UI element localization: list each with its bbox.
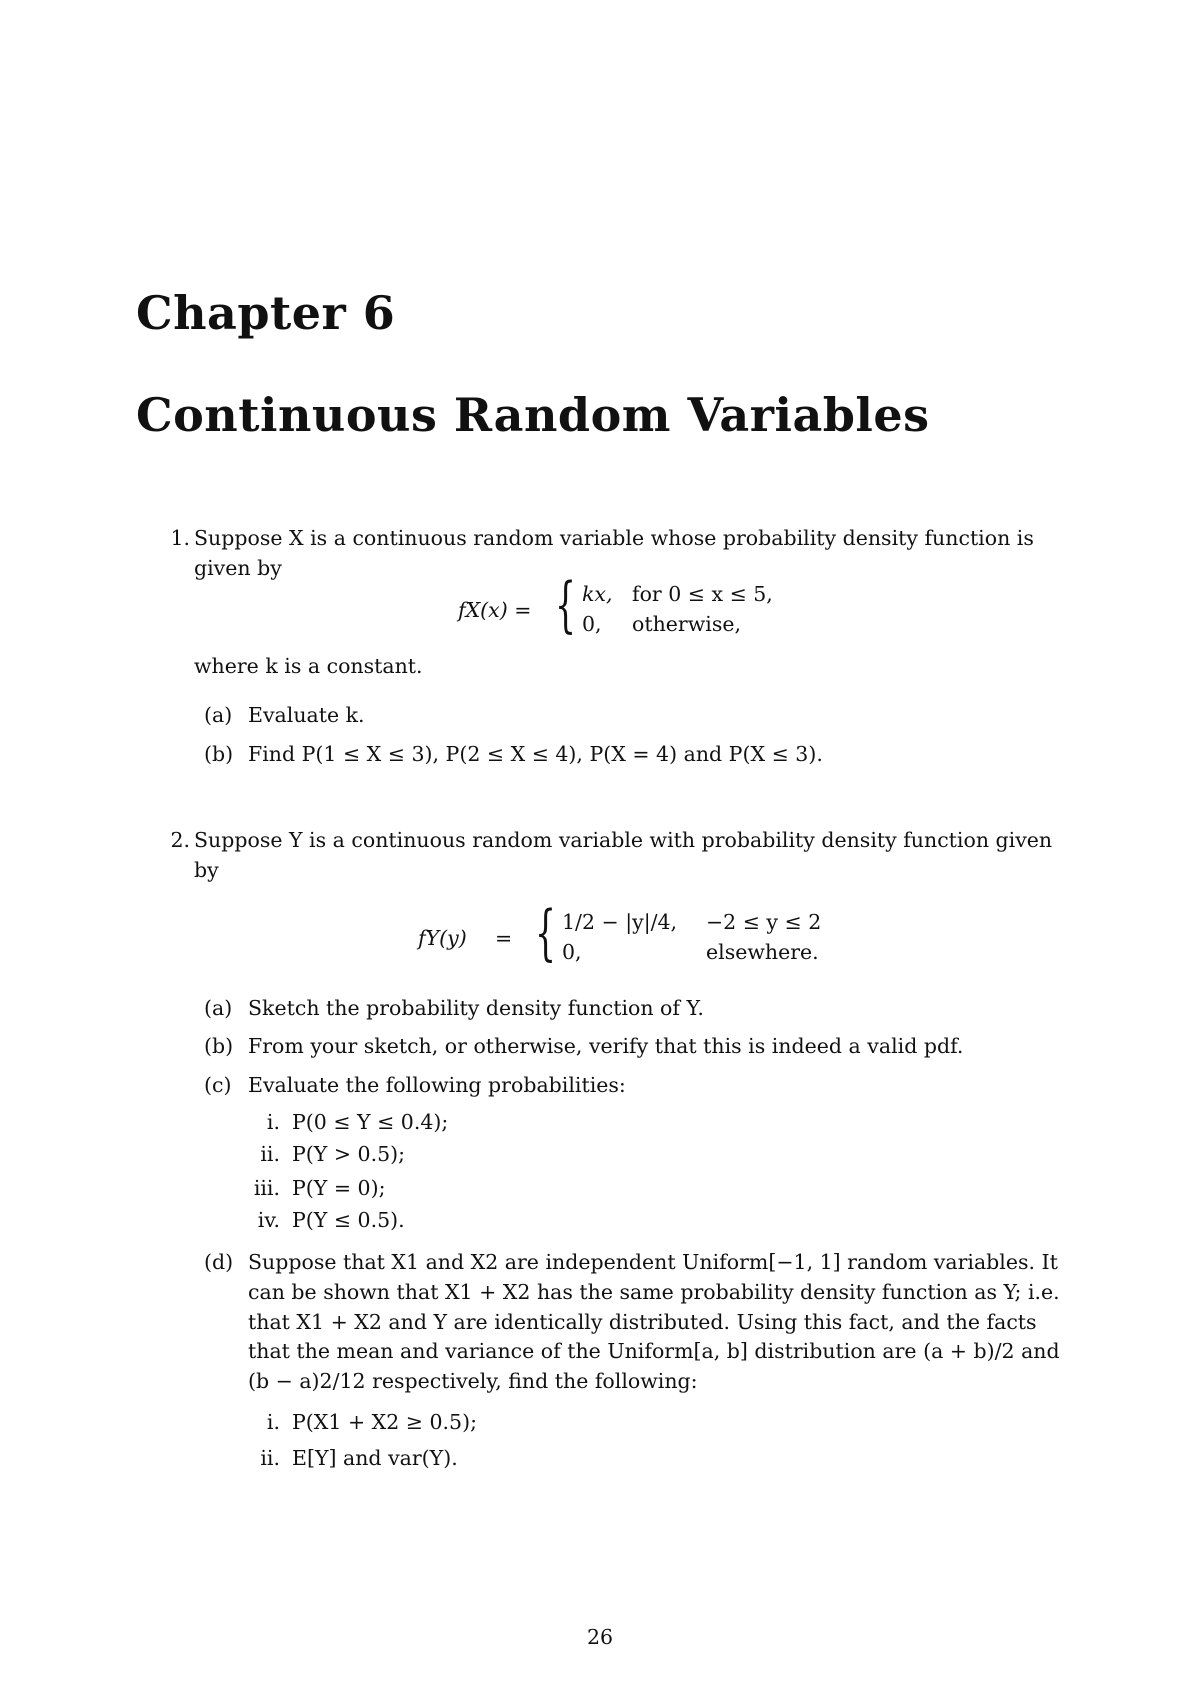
q1-part-a-text: Evaluate k.	[248, 703, 365, 727]
q2-c-item-iv-label: iv.	[257, 1208, 280, 1232]
q2-part-c-label: (c)	[204, 1073, 232, 1097]
q2-case2-value: 0,	[562, 940, 582, 964]
q2-d-item-ii-label: ii.	[260, 1446, 280, 1470]
chapter-heading: Chapter 6	[136, 286, 396, 340]
q2-c-item-ii-label: ii.	[260, 1142, 280, 1166]
q2-part-a-text: Sketch the probability density function of Y.	[248, 996, 704, 1020]
q2-c-item-i-text: P(0 ≤ Y ≤ 0.4);	[292, 1110, 449, 1134]
q1-number: 1.	[170, 526, 190, 550]
q2-d-item-i-label: i.	[266, 1410, 280, 1434]
q2-part-d-line2: can be shown that X1 + X2 has the same probability density function as Y; i.e.	[248, 1280, 1060, 1304]
q2-part-b-text: From your sketch, or otherwise, verify that this is indeed a valid pdf.	[248, 1034, 964, 1058]
q2-d-item-i-text: P(X1 + X2 ≥ 0.5);	[292, 1410, 477, 1434]
q1-case2-value: 0,	[582, 612, 602, 636]
q1-part-a-label: (a)	[204, 703, 233, 727]
q2-intro-line2: by	[194, 858, 219, 882]
q2-c-item-i-label: i.	[266, 1110, 280, 1134]
q2-pdf-equals: =	[495, 926, 513, 950]
q2-part-b-label: (b)	[204, 1034, 234, 1058]
q2-pdf-lhs: fY(y)	[418, 926, 467, 950]
q1-intro-line2: given by	[194, 556, 282, 580]
q1-after-text: where k is a constant.	[194, 654, 423, 678]
q2-part-a-label: (a)	[204, 996, 233, 1020]
q1-intro-line1: Suppose X is a continuous random variable whose probability density function is	[194, 526, 1034, 550]
q2-c-item-iv-text: P(Y ≤ 0.5).	[292, 1208, 405, 1232]
q1-case2-condition: otherwise,	[632, 612, 741, 636]
q2-d-item-ii-text: E[Y] and var(Y).	[292, 1446, 458, 1470]
q1-part-b-label: (b)	[204, 742, 234, 766]
q2-part-d-line4: that the mean and variance of the Uniform[a, b] distribution are (a + b)/2 and	[248, 1339, 1060, 1363]
q2-c-item-ii-text: P(Y > 0.5);	[292, 1142, 406, 1166]
q2-c-item-iii-text: P(Y = 0);	[292, 1176, 386, 1200]
q1-part-b-text: Find P(1 ≤ X ≤ 3), P(2 ≤ X ≤ 4), P(X = 4) and P(X ≤ 3).	[248, 742, 823, 766]
chapter-title: Continuous Random Variables	[136, 388, 930, 442]
q2-part-d-line1: Suppose that X1 and X2 are independent Uniform[−1, 1] random variables. It	[248, 1250, 1058, 1274]
q2-case1-condition: −2 ≤ y ≤ 2	[706, 910, 822, 934]
q2-part-d-label: (d)	[204, 1250, 234, 1274]
q2-part-c-text: Evaluate the following probabilities:	[248, 1073, 626, 1097]
q2-intro-line1: Suppose Y is a continuous random variable with probability density function given	[194, 828, 1053, 852]
q1-case1-value: kx,	[582, 582, 613, 606]
q2-part-d-line3: that X1 + X2 and Y are identically distributed. Using this fact, and the facts	[248, 1310, 1037, 1334]
q2-part-d-line5: (b − a)2/12 respectively, find the following:	[248, 1369, 698, 1393]
q2-number: 2.	[170, 828, 190, 852]
q1-case1-condition: for 0 ≤ x ≤ 5,	[632, 582, 773, 606]
q2-case2-condition: elsewhere.	[706, 940, 819, 964]
page-number: 26	[586, 1625, 614, 1649]
q2-c-item-iii-label: iii.	[253, 1176, 280, 1200]
q2-brace: {	[535, 898, 557, 968]
q1-brace: {	[555, 570, 577, 640]
q2-case1-value: 1/2 − |y|/4,	[562, 910, 678, 934]
q1-pdf-lhs: fX(x) =	[458, 598, 532, 622]
